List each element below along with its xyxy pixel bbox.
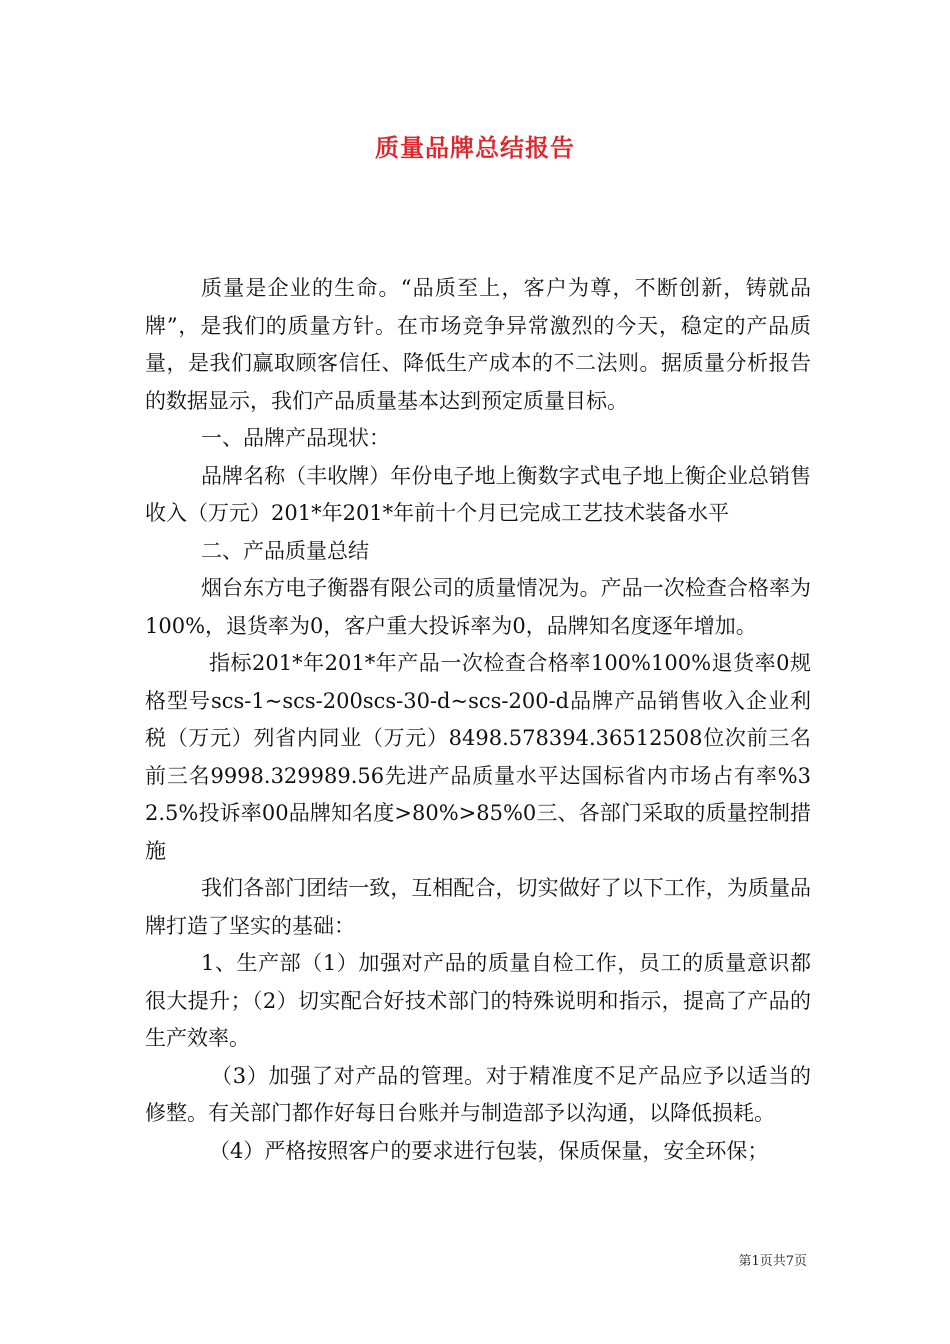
- page-title: 质量品牌总结报告: [375, 133, 575, 162]
- management-paragraph: （3）加强了对产品的管理。对于精准度不足产品应予以适当的修整。有关部门都作好每日台账并与制造部予以沟通，以降低损耗。: [145, 1063, 811, 1125]
- brand-status-paragraph: 品牌名称（丰收牌）年份电子地上衡数字式电子地上衡企业总销售收入（万元）201*年201*年前十个月已完成工艺技术装备水平: [145, 463, 811, 525]
- section-heading-1: 一、品牌产品现状：: [201, 426, 390, 450]
- document-body: [145, 270, 811, 1170]
- production-paragraph: 1、生产部（1）加强对产品的质量自检工作，员工的质量意识都很大提升；（2）切实配合好技术部门的特殊说明和指示，提高了产品的生产效率。: [145, 951, 811, 1050]
- intro-paragraph: 质量是企业的生命。“品质至上，客户为尊，不断创新，铸就品牌”，是我们的质量方针。在市场竞争异常激烈的今天，稳定的产品质量，是我们赢取顾客信任、降低生产成本的不二法则。据质量分析报告的数据显示，我们产品质量基本达到预定质量目标。: [145, 276, 811, 413]
- packaging-paragraph: （4）严格按照客户的要求进行包装，保质保量，安全环保；: [209, 1138, 769, 1163]
- page-number: 第1页共7页: [738, 1254, 807, 1269]
- quality-summary-paragraph: 烟台东方电子衡器有限公司的质量情况为。产品一次检查合格率为100%，退货率为0，客户重大投诉率为0，品牌知名度逐年增加。: [145, 576, 811, 638]
- departments-paragraph: 我们各部门团结一致，互相配合，切实做好了以下工作，为质量品牌打造了坚实的基础：: [145, 876, 811, 938]
- section-heading-2: 二、产品质量总结: [201, 538, 369, 563]
- indicator-paragraph: 指标201*年201*年产品一次检查合格率100%100%退货率0规格型号scs-1~scs-200scs-30-d~scs-200-d品牌产品销售收入企业利税（万元）列省内同业（万元）8498.578394.36512508位次前三名前三名9998.329989.56先进产品质量水平达国标省内市场占有率%32.5%投诉率00品牌知名度>80%>85%0三、各部门采取的质量控制措施: [145, 651, 811, 863]
